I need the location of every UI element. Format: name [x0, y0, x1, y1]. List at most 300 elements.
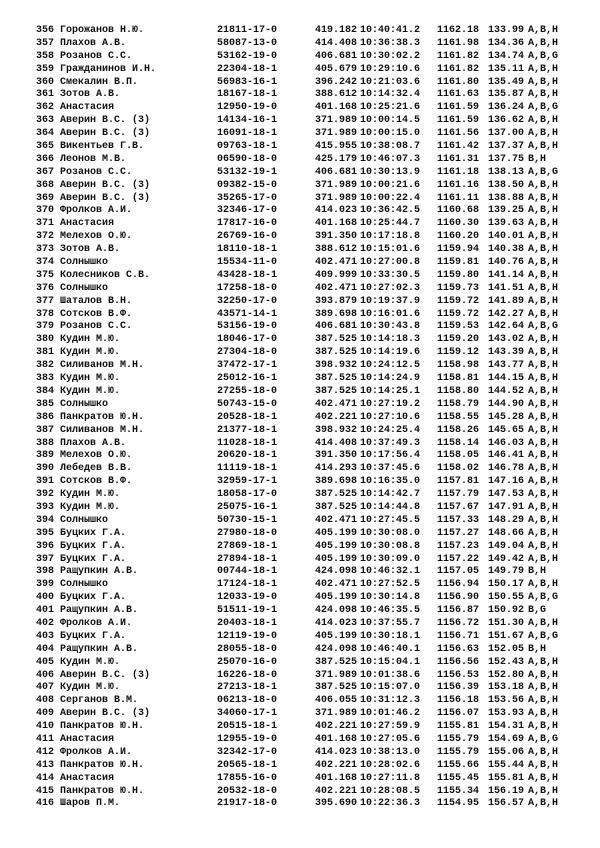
speed: 1156.87	[436, 605, 479, 617]
table-row	[30, 592, 590, 605]
row-number: 371	[35, 218, 54, 230]
row-number: 375	[35, 269, 54, 281]
table-row	[30, 695, 590, 708]
arrival-time: 10:00:14.5	[360, 115, 421, 127]
row-number: 360	[35, 76, 54, 88]
participant-name: Сотсков В.Ф.	[60, 308, 133, 320]
ring-code: 17124-18-1	[217, 579, 278, 591]
speed: 1161.59	[436, 115, 479, 127]
participant-name: Мелехов О.Ю.	[60, 450, 133, 462]
distance: 401.168	[315, 772, 358, 784]
distance: 395.690	[315, 798, 358, 810]
participant-name: Кудин М.Ю.	[60, 373, 121, 385]
participant-name: Кудин М.Ю.	[60, 489, 121, 501]
row-number: 403	[35, 630, 54, 642]
table-row	[30, 657, 590, 670]
distance: 406.681	[315, 50, 358, 62]
arrival-time: 10:17:56.4	[360, 450, 421, 462]
table-row	[30, 528, 590, 541]
coefficient: 149.79	[487, 566, 524, 578]
coefficient: 140.38	[487, 244, 524, 256]
table-row	[30, 102, 590, 115]
category-flags: A,B,G	[528, 733, 559, 745]
arrival-time: 10:00:22.4	[360, 192, 421, 204]
ring-code: 18058-17-0	[217, 489, 278, 501]
category-flags: A,B,H	[528, 682, 559, 694]
arrival-time: 10:30:09.0	[360, 553, 421, 565]
table-row	[30, 64, 590, 77]
coefficient: 135.87	[487, 89, 524, 101]
category-flags: A,B,H	[528, 785, 559, 797]
table-row	[30, 747, 590, 760]
distance: 402.221	[315, 785, 358, 797]
arrival-time: 10:46:07.3	[360, 153, 421, 165]
participant-name: Гражданинов И.Н.	[60, 63, 157, 75]
distance: 389.698	[315, 476, 358, 488]
arrival-time: 10:27:11.8	[360, 772, 421, 784]
distance: 387.525	[315, 334, 358, 346]
category-flags: A,B,G	[528, 321, 559, 333]
arrival-time: 10:00:15.0	[360, 128, 421, 140]
row-number: 378	[35, 308, 54, 320]
arrival-time: 10:37:45.6	[360, 463, 421, 475]
distance: 398.932	[315, 424, 358, 436]
coefficient: 149.04	[487, 540, 524, 552]
table-row	[30, 399, 590, 412]
speed: 1157.05	[436, 566, 479, 578]
table-row	[30, 309, 590, 322]
ring-code: 11028-18-1	[217, 437, 278, 449]
table-row	[30, 786, 590, 799]
speed: 1155.81	[436, 721, 479, 733]
row-number: 358	[35, 50, 54, 62]
category-flags: A,B,H	[528, 527, 559, 539]
distance: 414.023	[315, 205, 358, 217]
coefficient: 141.89	[487, 295, 524, 307]
distance: 414.023	[315, 617, 358, 629]
category-flags: A,B,H	[528, 192, 559, 204]
table-row	[30, 115, 590, 128]
ring-code: 32250-17-0	[217, 295, 278, 307]
participant-name: Викентьев Г.В.	[60, 141, 145, 153]
speed: 1161.80	[436, 76, 479, 88]
distance: 402.471	[315, 514, 358, 526]
ring-code: 12119-19-0	[217, 630, 278, 642]
table-row	[30, 773, 590, 786]
speed: 1157.33	[436, 514, 479, 526]
participant-name: Фролков А.И.	[60, 746, 133, 758]
speed: 1159.72	[436, 308, 479, 320]
category-flags: A,B,G	[528, 102, 559, 114]
table-row	[30, 193, 590, 206]
participant-name: Аверин В.С. (3)	[60, 708, 151, 720]
row-number: 392	[35, 489, 54, 501]
row-number: 405	[35, 656, 54, 668]
participant-name: Плахов А.В.	[60, 437, 127, 449]
row-number: 414	[35, 772, 54, 784]
table-row	[30, 425, 590, 438]
coefficient: 147.53	[487, 489, 524, 501]
table-row	[30, 798, 590, 811]
arrival-time: 10:38:13.0	[360, 746, 421, 758]
distance: 387.525	[315, 489, 358, 501]
table-row	[30, 347, 590, 360]
speed: 1161.11	[436, 192, 479, 204]
category-flags: A,B,H	[528, 282, 559, 294]
category-flags: A,B,H	[528, 37, 559, 49]
coefficient: 138.50	[487, 179, 524, 191]
ring-code: 25012-16-1	[217, 373, 278, 385]
ring-code: 21377-18-1	[217, 424, 278, 436]
participant-name: Мелехов О.Ю.	[60, 231, 133, 243]
table-row	[30, 760, 590, 773]
distance: 371.989	[315, 128, 358, 140]
participant-name: Колесников С.В.	[60, 269, 151, 281]
arrival-time: 10:36:38.3	[360, 37, 421, 49]
distance: 387.525	[315, 373, 358, 385]
coefficient: 147.16	[487, 476, 524, 488]
table-row	[30, 128, 590, 141]
row-number: 386	[35, 411, 54, 423]
table-row	[30, 682, 590, 695]
coefficient: 134.74	[487, 50, 524, 62]
distance: 393.879	[315, 295, 358, 307]
arrival-time: 10:01:46.2	[360, 708, 421, 720]
arrival-time: 10:27:05.6	[360, 733, 421, 745]
ring-code: 17817-16-0	[217, 218, 278, 230]
distance: 396.242	[315, 76, 358, 88]
coefficient: 135.49	[487, 76, 524, 88]
ring-code: 27894-18-1	[217, 553, 278, 565]
table-row	[30, 721, 590, 734]
participant-name: Аверин В.С. (3)	[60, 192, 151, 204]
distance: 405.199	[315, 630, 358, 642]
coefficient: 145.28	[487, 411, 524, 423]
participant-name: Плахов А.В.	[60, 37, 127, 49]
arrival-time: 10:29:10.6	[360, 63, 421, 75]
category-flags: B,H	[528, 643, 547, 655]
row-number: 400	[35, 592, 54, 604]
arrival-time: 10:27:02.3	[360, 282, 421, 294]
row-number: 398	[35, 566, 54, 578]
speed: 1159.73	[436, 282, 479, 294]
row-number: 368	[35, 179, 54, 191]
distance: 415.955	[315, 141, 358, 153]
category-flags: A,B,H	[528, 205, 559, 217]
table-row	[30, 141, 590, 154]
coefficient: 143.02	[487, 334, 524, 346]
speed: 1157.23	[436, 540, 479, 552]
speed: 1160.20	[436, 231, 479, 243]
participant-name: Шаров П.М.	[60, 798, 121, 810]
distance: 414.023	[315, 746, 358, 758]
distance: 414.293	[315, 463, 358, 475]
arrival-time: 10:28:08.5	[360, 785, 421, 797]
coefficient: 140.76	[487, 257, 524, 269]
table-row	[30, 566, 590, 579]
category-flags: A,B,G	[528, 166, 559, 178]
distance: 387.525	[315, 501, 358, 513]
participant-name: Солнышко	[60, 398, 109, 410]
coefficient: 150.55	[487, 592, 524, 604]
row-number: 361	[35, 89, 54, 101]
distance: 391.350	[315, 231, 358, 243]
participant-name: Анастасия	[60, 218, 115, 230]
coefficient: 146.41	[487, 450, 524, 462]
table-row	[30, 360, 590, 373]
category-flags: A,B,H	[528, 244, 559, 256]
distance: 387.525	[315, 656, 358, 668]
participant-name: Кудин М.Ю.	[60, 501, 121, 513]
participant-name: Смекалин В.П.	[60, 76, 139, 88]
table-row	[30, 77, 590, 90]
participant-name: Розанов С.С.	[60, 321, 133, 333]
table-row	[30, 25, 590, 38]
arrival-time: 10:25:21.6	[360, 102, 421, 114]
speed: 1161.82	[436, 50, 479, 62]
speed: 1158.79	[436, 398, 479, 410]
distance: 388.612	[315, 244, 358, 256]
speed: 1161.56	[436, 128, 479, 140]
arrival-time: 10:15:07.0	[360, 682, 421, 694]
coefficient: 137.00	[487, 128, 524, 140]
arrival-time: 10:27:52.5	[360, 579, 421, 591]
arrival-time: 10:46:32.1	[360, 566, 421, 578]
ring-code: 06590-18-0	[217, 153, 278, 165]
distance: 402.471	[315, 282, 358, 294]
category-flags: A,B,H	[528, 501, 559, 513]
row-number: 362	[35, 102, 54, 114]
table-row	[30, 51, 590, 64]
distance: 371.989	[315, 192, 358, 204]
ring-code: 22304-18-1	[217, 63, 278, 75]
speed: 1156.53	[436, 669, 479, 681]
speed: 1159.53	[436, 321, 479, 333]
arrival-time: 10:37:49.3	[360, 437, 421, 449]
distance: 402.471	[315, 257, 358, 269]
speed: 1156.90	[436, 592, 479, 604]
ring-code: 27980-18-0	[217, 527, 278, 539]
row-number: 365	[35, 141, 54, 153]
category-flags: A,B,H	[528, 463, 559, 475]
coefficient: 133.99	[487, 25, 524, 36]
table-row	[30, 670, 590, 683]
arrival-time: 10:14:44.8	[360, 501, 421, 513]
row-number: 391	[35, 476, 54, 488]
arrival-time: 10:16:35.0	[360, 476, 421, 488]
table-row	[30, 644, 590, 657]
distance: 405.199	[315, 592, 358, 604]
row-number: 390	[35, 463, 54, 475]
distance: 389.698	[315, 308, 358, 320]
category-flags: B,H	[528, 153, 547, 165]
category-flags: A,B,H	[528, 540, 559, 552]
distance: 401.168	[315, 218, 358, 230]
speed: 1159.20	[436, 334, 479, 346]
speed: 1157.81	[436, 476, 479, 488]
ring-code: 12955-19-0	[217, 733, 278, 745]
coefficient: 135.11	[487, 63, 524, 75]
coefficient: 146.78	[487, 463, 524, 475]
row-number: 402	[35, 617, 54, 629]
arrival-time: 10:40:41.2	[360, 25, 421, 36]
speed: 1161.31	[436, 153, 479, 165]
category-flags: A,B,H	[528, 514, 559, 526]
arrival-time: 10:25:44.7	[360, 218, 421, 230]
row-number: 357	[35, 37, 54, 49]
speed: 1158.26	[436, 424, 479, 436]
ring-code: 00744-18-1	[217, 566, 278, 578]
category-flags: A,B,H	[528, 708, 559, 720]
category-flags: A,B,H	[528, 269, 559, 281]
table-row	[30, 541, 590, 554]
table-row	[30, 283, 590, 296]
ring-code: 27213-18-1	[217, 682, 278, 694]
category-flags: A,B,H	[528, 476, 559, 488]
ring-code: 50743-15-0	[217, 398, 278, 410]
row-number: 410	[35, 721, 54, 733]
speed: 1160.30	[436, 218, 479, 230]
row-number: 413	[35, 759, 54, 771]
category-flags: A,B,H	[528, 450, 559, 462]
arrival-time: 10:30:13.9	[360, 166, 421, 178]
ring-code: 32959-17-1	[217, 476, 278, 488]
distance: 402.471	[315, 579, 358, 591]
distance: 387.525	[315, 682, 358, 694]
participant-name: Ращупкин А.В.	[60, 605, 139, 617]
distance: 406.681	[315, 166, 358, 178]
category-flags: A,B,H	[528, 617, 559, 629]
row-number: 369	[35, 192, 54, 204]
participant-name: Панкратов Ю.Н.	[60, 721, 145, 733]
speed: 1161.82	[436, 63, 479, 75]
row-number: 395	[35, 527, 54, 539]
distance: 401.168	[315, 733, 358, 745]
coefficient: 144.52	[487, 385, 524, 397]
ring-code: 15534-11-0	[217, 257, 278, 269]
participant-name: Солнышко	[60, 579, 109, 591]
ring-code: 35265-17-0	[217, 192, 278, 204]
row-number: 409	[35, 708, 54, 720]
table-row	[30, 515, 590, 528]
row-number: 404	[35, 643, 54, 655]
row-number: 411	[35, 733, 54, 745]
coefficient: 149.42	[487, 553, 524, 565]
arrival-time: 10:00:21.6	[360, 179, 421, 191]
participant-name: Ращупкин А.В.	[60, 643, 139, 655]
speed: 1156.07	[436, 708, 479, 720]
arrival-time: 10:46:35.5	[360, 605, 421, 617]
participant-name: Кудин М.Ю.	[60, 656, 121, 668]
category-flags: A,B,H	[528, 489, 559, 501]
distance: 371.989	[315, 669, 358, 681]
arrival-time: 10:16:01.6	[360, 308, 421, 320]
speed: 1161.18	[436, 166, 479, 178]
table-row	[30, 708, 590, 721]
category-flags: A,B,H	[528, 656, 559, 668]
row-number: 385	[35, 398, 54, 410]
coefficient: 153.18	[487, 682, 524, 694]
participant-name: Зотов А.В.	[60, 244, 121, 256]
coefficient: 139.25	[487, 205, 524, 217]
arrival-time: 10:27:19.2	[360, 398, 421, 410]
ring-code: 43428-18-1	[217, 269, 278, 281]
participant-name: Буцких Г.А.	[60, 540, 127, 552]
distance: 398.932	[315, 360, 358, 372]
coefficient: 155.44	[487, 759, 524, 771]
category-flags: A,B,H	[528, 308, 559, 320]
participant-name: Буцких Г.А.	[60, 630, 127, 642]
coefficient: 153.56	[487, 695, 524, 707]
speed: 1155.66	[436, 759, 479, 771]
distance: 391.350	[315, 450, 358, 462]
speed: 1157.79	[436, 489, 479, 501]
participant-name: Кудин М.Ю.	[60, 334, 121, 346]
row-number: 387	[35, 424, 54, 436]
table-row	[30, 180, 590, 193]
table-row	[30, 89, 590, 102]
speed: 1155.79	[436, 733, 479, 745]
row-number: 359	[35, 63, 54, 75]
distance: 414.408	[315, 437, 358, 449]
participant-name: Серганов В.М.	[60, 695, 139, 707]
row-number: 412	[35, 746, 54, 758]
participant-name: Аверин В.С. (3)	[60, 128, 151, 140]
row-number: 394	[35, 514, 54, 526]
speed: 1156.56	[436, 656, 479, 668]
category-flags: B,G	[528, 605, 547, 617]
category-flags: A,B,H	[528, 695, 559, 707]
table-row	[30, 244, 590, 257]
coefficient: 152.05	[487, 643, 524, 655]
ring-code: 28055-18-0	[217, 643, 278, 655]
participant-name: Кудин М.Ю.	[60, 682, 121, 694]
row-number: 388	[35, 437, 54, 449]
ring-code: 58087-13-0	[217, 37, 278, 49]
ring-code: 25070-16-0	[217, 656, 278, 668]
ring-code: 25075-16-1	[217, 501, 278, 513]
category-flags: A,B,H	[528, 115, 559, 127]
arrival-time: 10:15:01.6	[360, 244, 421, 256]
distance: 405.199	[315, 540, 358, 552]
arrival-time: 10:15:04.1	[360, 656, 421, 668]
category-flags: A,B,H	[528, 25, 559, 36]
table-row	[30, 154, 590, 167]
category-flags: A,B,H	[528, 89, 559, 101]
participant-name: Аверин В.С. (3)	[60, 115, 151, 127]
speed: 1161.42	[436, 141, 479, 153]
category-flags: A,B,H	[528, 257, 559, 269]
category-flags: A,B,H	[528, 579, 559, 591]
participant-name: Панкратов Ю.Н.	[60, 759, 145, 771]
row-number: 379	[35, 321, 54, 333]
ring-code: 17855-16-0	[217, 772, 278, 784]
ring-code: 09382-15-0	[217, 179, 278, 191]
speed: 1161.16	[436, 179, 479, 191]
ring-code: 32342-17-0	[217, 746, 278, 758]
distance: 409.999	[315, 269, 358, 281]
distance: 425.179	[315, 153, 358, 165]
category-flags: A,B,H	[528, 424, 559, 436]
speed: 1159.80	[436, 269, 479, 281]
participant-name: Кудин М.Ю.	[60, 347, 121, 359]
arrival-time: 10:28:02.6	[360, 759, 421, 771]
category-flags: A,B,H	[528, 334, 559, 346]
category-flags: A,B,H	[528, 385, 559, 397]
participant-name: Буцких Г.А.	[60, 553, 127, 565]
table-row	[30, 502, 590, 515]
arrival-time: 10:27:45.5	[360, 514, 421, 526]
